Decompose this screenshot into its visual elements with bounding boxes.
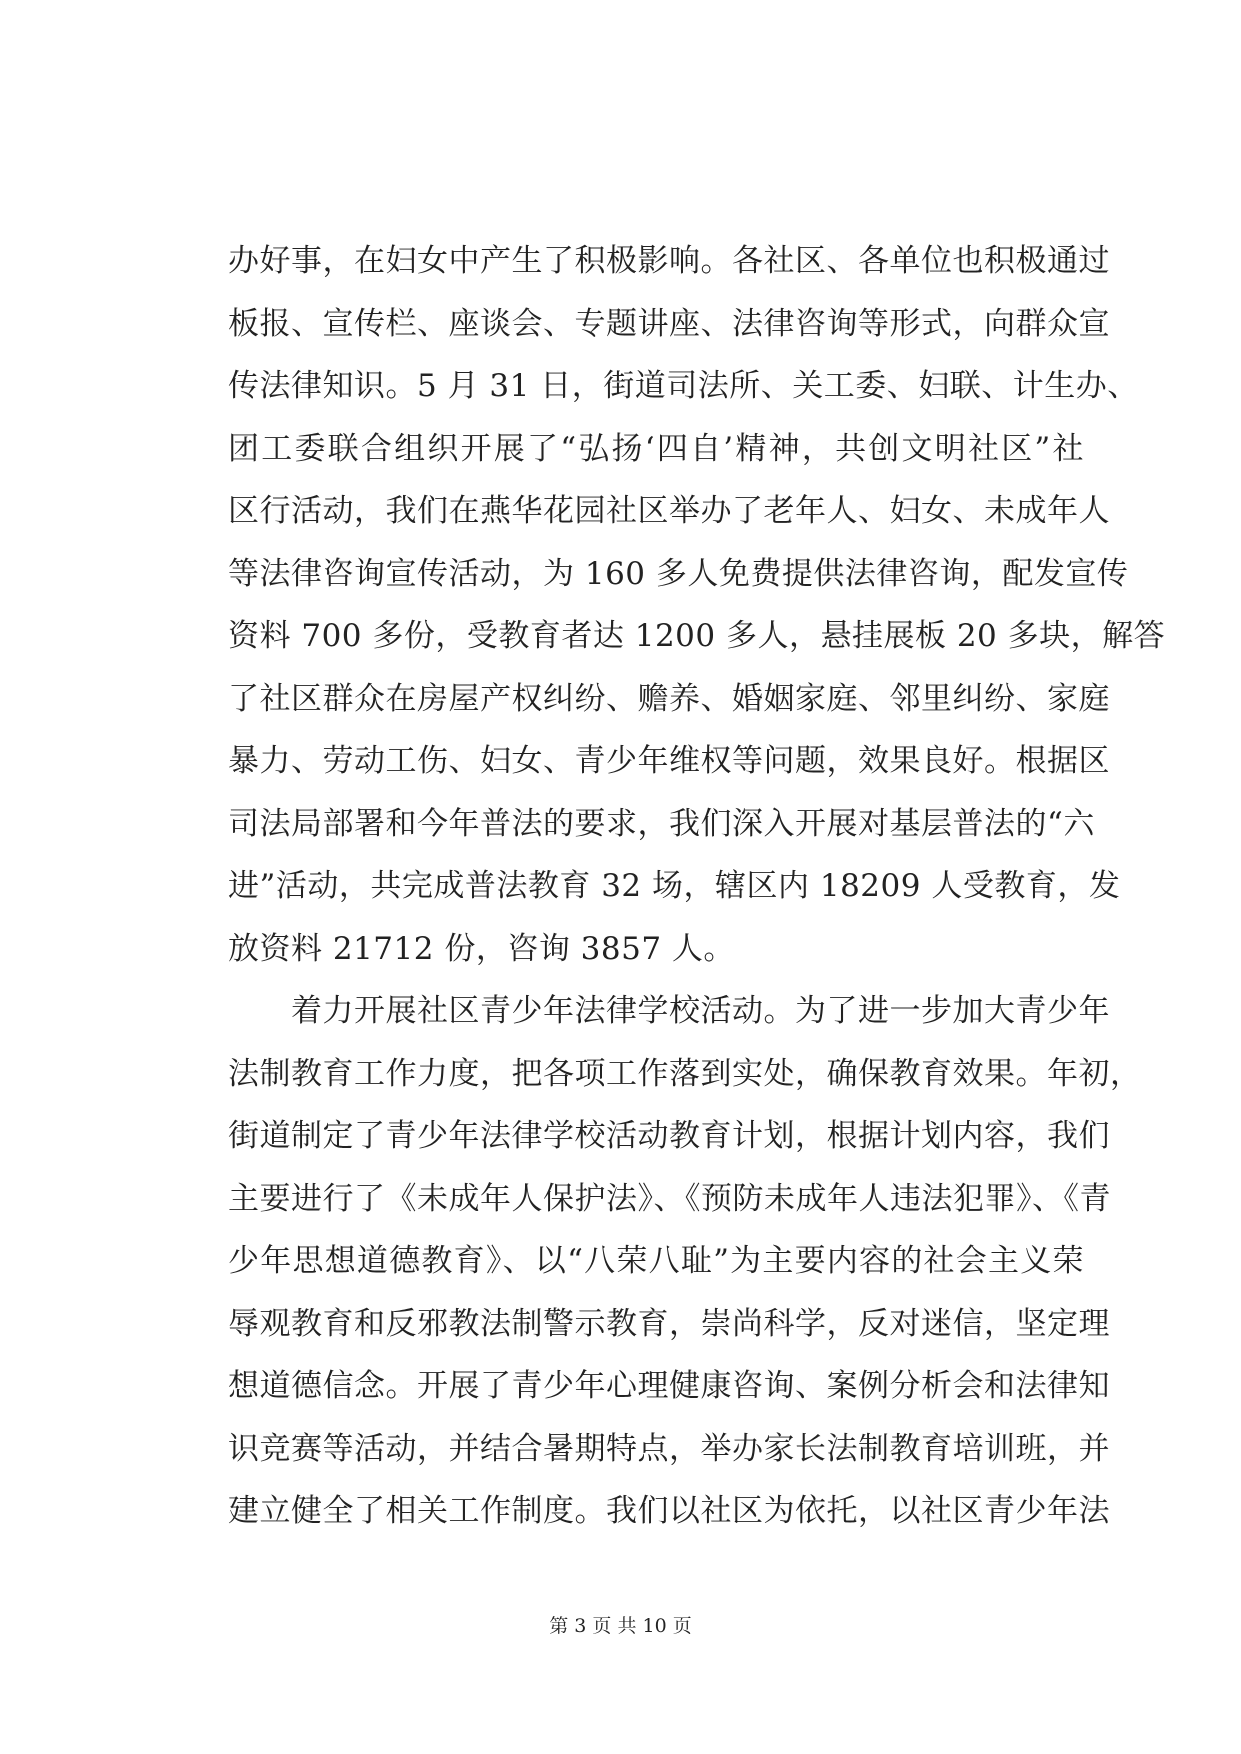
text-line: 区行活动，我们在燕华花园社区举办了老年人、妇女、未成年人 (228, 493, 1110, 529)
text-line: 进”活动，共完成普法教育 32 场，辖区内 18209 人受教育，发 (228, 868, 1121, 904)
text-line: 办好事，在妇女中产生了积极影响。各社区、各单位也积极通过 (228, 243, 1110, 279)
text-line: 团工委联合组织开展了“弘扬‘四自’精神，共创文明社区”社 (228, 430, 1084, 467)
text-line: 识竞赛等活动，并结合暑期特点，举办家长法制教育培训班，并 (228, 1430, 1110, 1467)
text-line: 司法局部署和今年普法的要求，我们深入开展对基层普法的“六 (228, 805, 1095, 842)
text-line: 主要进行了《未成年人保护法》、《预防未成年人违法犯罪》、《青 (228, 1180, 1111, 1217)
document-body (228, 230, 1166, 1543)
text-line: 暴力、劳动工伤、妇女、青少年维权等问题，效果良好。根据区 (228, 743, 1110, 779)
text-line: 法制教育工作力度，把各项工作落到实处，确保教育效果。年初， (228, 1055, 1142, 1092)
text-line: 想道德信念。开展了青少年心理健康咨询、案例分析会和法律知 (228, 1368, 1110, 1404)
text-line: 等法律咨询宣传活动，为 160 多人免费提供法律咨询，配发宣传 (228, 555, 1129, 592)
text-line: 传法律知识。5 月 31 日，街道司法所、关工委、妇联、计生办、 (228, 368, 1139, 404)
text-line: 放资料 21712 份，咨询 3857 人。 (228, 930, 735, 967)
text-line: 辱观教育和反邪教法制警示教育，崇尚科学，反对迷信，坚定理 (228, 1305, 1110, 1342)
page-footer (0, 1611, 1241, 1638)
text-line: 街道制定了青少年法律学校活动教育计划，根据计划内容，我们 (228, 1118, 1110, 1154)
text-line: 了社区群众在房屋产权纠纷、赡养、婚姻家庭、邻里纠纷、家庭 (228, 680, 1110, 717)
paragraph-1 (228, 230, 1166, 980)
text-line: 少年思想道德教育》、以“八荣八耻”为主要内容的社会主义荣 (228, 1243, 1084, 1279)
text-line: 建立健全了相关工作制度。我们以社区为依托，以社区青少年法 (228, 1493, 1110, 1529)
page-number-label: 第 3 页 共 10 页 (549, 1615, 692, 1637)
text-line: 板报、宣传栏、座谈会、专题讲座、法律咨询等形式，向群众宣 (228, 305, 1110, 342)
text-line: 着力开展社区青少年法律学校活动。为了进一步加大青少年 (228, 993, 1110, 1029)
paragraph-2 (228, 980, 1142, 1543)
text-line: 资料 700 多份，受教育者达 1200 多人，悬挂展板 20 多块，解答 (228, 618, 1166, 654)
